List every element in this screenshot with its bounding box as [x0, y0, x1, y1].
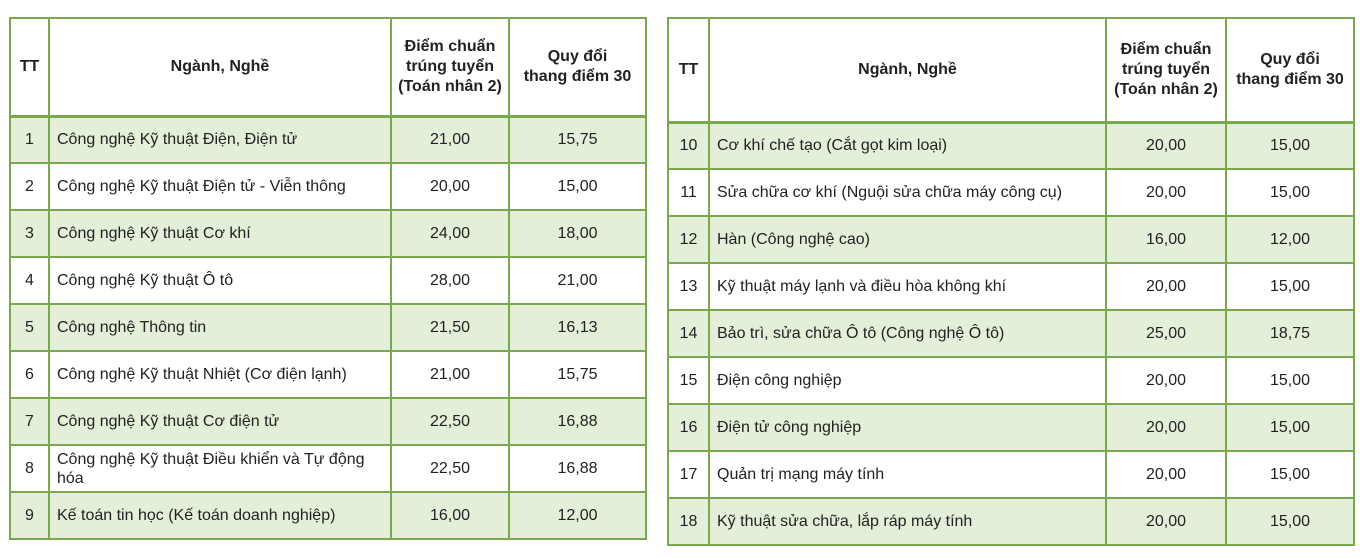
- major-name: Công nghệ Kỹ thuật Nhiệt (Cơ điện lạnh): [49, 351, 391, 398]
- header-score-line1: Điểm chuẩn: [404, 37, 496, 55]
- row-number: 5: [10, 304, 49, 351]
- converted-score: 15,00: [1226, 263, 1354, 310]
- table-row: [668, 498, 1354, 545]
- table-row: [10, 257, 646, 304]
- row-number: 7: [10, 398, 49, 445]
- row-number: 2: [10, 163, 49, 210]
- major-name: Điện công nghiệp: [709, 357, 1106, 404]
- header-tt: TT: [668, 18, 709, 122]
- header-major: Ngành, Nghề: [709, 18, 1106, 122]
- table-row: [668, 216, 1354, 263]
- header-converted: [1226, 18, 1354, 122]
- major-name: Cơ khí chế tạo (Cắt gọt kim loại): [709, 122, 1106, 169]
- converted-score: 15,00: [1226, 169, 1354, 216]
- converted-score: 15,00: [1226, 498, 1354, 545]
- converted-score: 16,88: [509, 445, 646, 492]
- row-number: 4: [10, 257, 49, 304]
- table-row: [10, 304, 646, 351]
- header-tt: TT: [10, 18, 49, 116]
- admission-score: 20,00: [1106, 451, 1226, 498]
- converted-score: 16,88: [509, 398, 646, 445]
- major-name: Công nghệ Kỹ thuật Điện tử - Viễn thông: [49, 163, 391, 210]
- header-score-line1: Điểm chuẩn: [1120, 40, 1212, 58]
- table-row: [668, 263, 1354, 310]
- row-number: 8: [10, 445, 49, 492]
- major-name: Sửa chữa cơ khí (Nguội sửa chữa máy công cụ): [709, 169, 1106, 216]
- converted-score: 18,00: [509, 210, 646, 257]
- converted-score: 15,00: [509, 163, 646, 210]
- major-name: Điện tử công nghiệp: [709, 404, 1106, 451]
- admission-score: 20,00: [1106, 263, 1226, 310]
- admission-score: 16,00: [1106, 216, 1226, 263]
- row-number: 1: [10, 116, 49, 163]
- left-table-body: [10, 116, 646, 539]
- major-name: Kỹ thuật máy lạnh và điều hòa không khí: [709, 263, 1106, 310]
- header-score-line3: (Toán nhân 2): [1114, 80, 1218, 98]
- row-number: 17: [668, 451, 709, 498]
- admission-score: 20,00: [1106, 169, 1226, 216]
- table-row: [668, 357, 1354, 404]
- table-row: [668, 122, 1354, 169]
- header-score-line2: trúng tuyển: [406, 57, 494, 75]
- admission-score: 20,00: [1106, 122, 1226, 169]
- row-number: 11: [668, 169, 709, 216]
- header-row: [10, 18, 646, 116]
- converted-score: 21,00: [509, 257, 646, 304]
- major-name: Công nghệ Kỹ thuật Điện, Điện tử: [49, 116, 391, 163]
- major-name: Bảo trì, sửa chữa Ô tô (Công nghệ Ô tô): [709, 310, 1106, 357]
- table-row: [668, 310, 1354, 357]
- admission-score: 25,00: [1106, 310, 1226, 357]
- admission-score: 24,00: [391, 210, 509, 257]
- admission-score: 20,00: [1106, 404, 1226, 451]
- major-name: Quản trị mạng máy tính: [709, 451, 1106, 498]
- major-name: Kế toán tin học (Kế toán doanh nghiệp): [49, 492, 391, 539]
- admission-score: 21,00: [391, 351, 509, 398]
- row-number: 13: [668, 263, 709, 310]
- converted-score: 15,00: [1226, 404, 1354, 451]
- header-major: Ngành, Nghề: [49, 18, 391, 116]
- converted-score: 16,13: [509, 304, 646, 351]
- converted-score: 15,00: [1226, 451, 1354, 498]
- row-number: 14: [668, 310, 709, 357]
- admission-score: 21,50: [391, 304, 509, 351]
- admission-score: 20,00: [1106, 498, 1226, 545]
- header-score-line2: trúng tuyển: [1122, 60, 1210, 78]
- table-row: [10, 116, 646, 163]
- header-row: [668, 18, 1354, 122]
- table-row: [10, 210, 646, 257]
- admission-score: 28,00: [391, 257, 509, 304]
- row-number: 12: [668, 216, 709, 263]
- major-name: Công nghệ Thông tin: [49, 304, 391, 351]
- table-row: [10, 351, 646, 398]
- major-name: Kỹ thuật sửa chữa, lắp ráp máy tính: [709, 498, 1106, 545]
- major-name: Công nghệ Kỹ thuật Cơ điện tử: [49, 398, 391, 445]
- major-name: Hàn (Công nghệ cao): [709, 216, 1106, 263]
- table-row: [10, 163, 646, 210]
- table-row: [10, 398, 646, 445]
- admission-score: 22,50: [391, 398, 509, 445]
- row-number: 6: [10, 351, 49, 398]
- table-row: [668, 169, 1354, 216]
- header-converted-line2: thang điểm 30: [523, 67, 632, 85]
- left-table: [9, 17, 647, 540]
- converted-score: 12,00: [1226, 216, 1354, 263]
- header-converted: [509, 18, 646, 116]
- table-row: [668, 451, 1354, 498]
- header-converted-line1: Quy đổi: [547, 47, 608, 65]
- header-converted-line2: thang điểm 30: [1236, 70, 1344, 88]
- header-converted-line1: Quy đổi: [1260, 50, 1320, 68]
- converted-score: 18,75: [1226, 310, 1354, 357]
- admission-score: 20,00: [391, 163, 509, 210]
- major-name: Công nghệ Kỹ thuật Cơ khí: [49, 210, 391, 257]
- converted-score: 15,75: [509, 351, 646, 398]
- row-number: 3: [10, 210, 49, 257]
- row-number: 9: [10, 492, 49, 539]
- admission-score: 16,00: [391, 492, 509, 539]
- converted-score: 15,00: [1226, 122, 1354, 169]
- admission-score: 20,00: [1106, 357, 1226, 404]
- admission-score: 21,00: [391, 116, 509, 163]
- row-number: 10: [668, 122, 709, 169]
- table-row: [10, 445, 646, 492]
- header-score-line3: (Toán nhân 2): [398, 77, 502, 95]
- converted-score: 12,00: [509, 492, 646, 539]
- converted-score: 15,00: [1226, 357, 1354, 404]
- row-number: 16: [668, 404, 709, 451]
- converted-score: 15,75: [509, 116, 646, 163]
- major-name: Công nghệ Kỹ thuật Ô tô: [49, 257, 391, 304]
- right-table-body: [668, 122, 1354, 545]
- table-row: [10, 492, 646, 539]
- header-score: [391, 18, 509, 116]
- row-number: 15: [668, 357, 709, 404]
- right-table: [667, 17, 1355, 546]
- table-row: [668, 404, 1354, 451]
- header-score: [1106, 18, 1226, 122]
- major-name: Công nghệ Kỹ thuật Điều khiển và Tự động hóa: [49, 445, 391, 492]
- row-number: 18: [668, 498, 709, 545]
- admission-score: 22,50: [391, 445, 509, 492]
